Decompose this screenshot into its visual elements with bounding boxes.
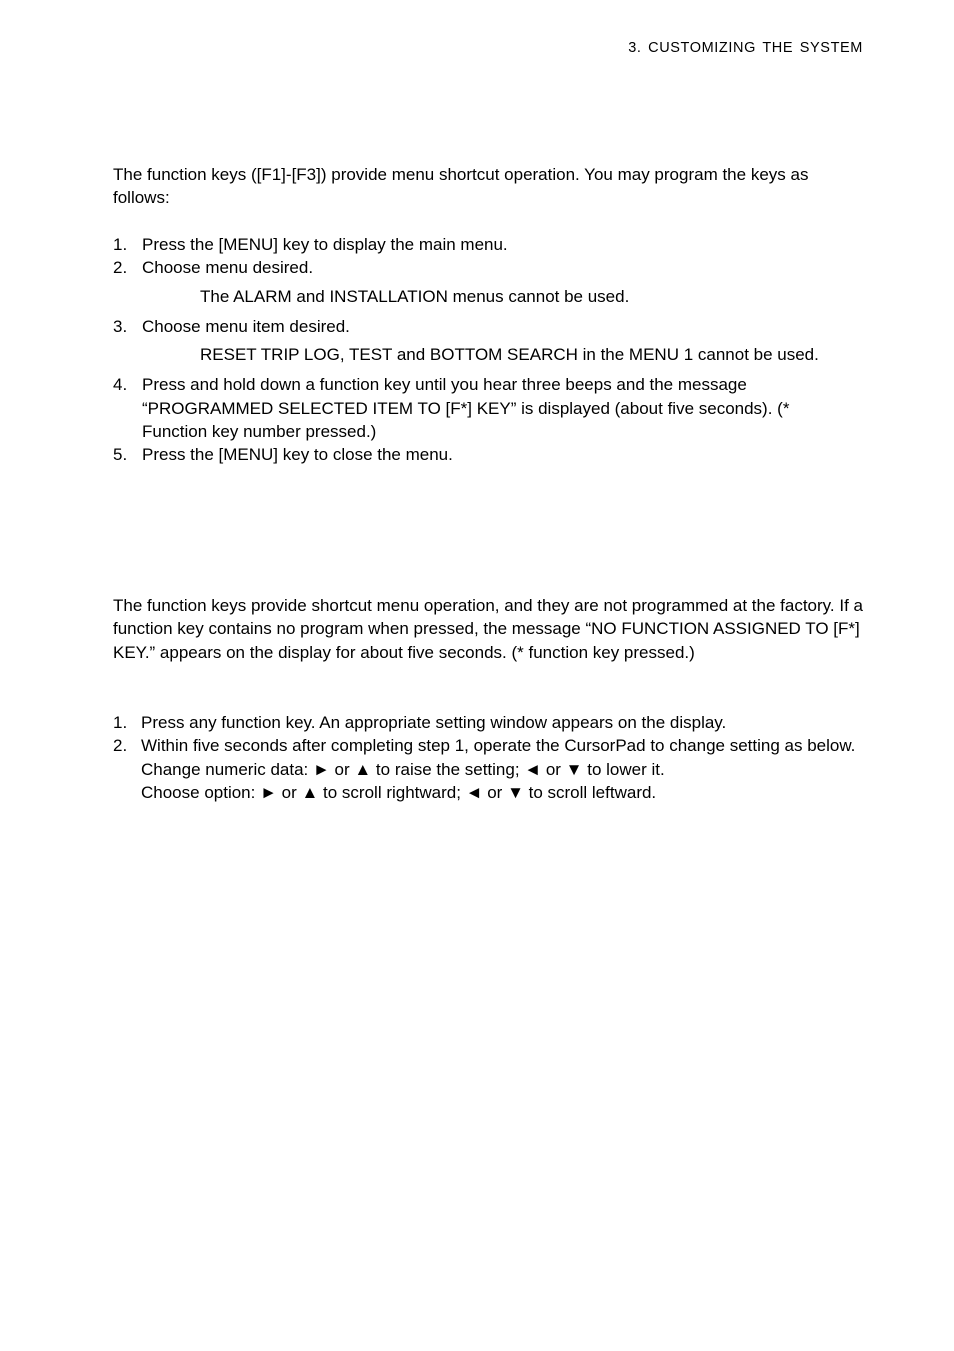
step-number: 4. (113, 375, 128, 395)
step-text: Choose menu desired. (142, 258, 314, 278)
step-text: Choose menu item desired. (142, 316, 350, 336)
section1-steps (113, 233, 873, 467)
section2-steps (113, 711, 873, 804)
step-text: Press and hold down a function key until you hear three beeps and the message “PROGRAMMED SELECTED ITEM TO [F*] KEY” is displayed (about five seconds). (* Function key number pressed.) (142, 375, 790, 442)
list-item (113, 443, 873, 466)
step-text: Press any function key. An appropriate setting window appears on the display. (141, 713, 727, 732)
list-item (113, 233, 873, 256)
list-item (113, 711, 873, 734)
step-number: 5. (113, 445, 128, 465)
list-item (113, 373, 873, 443)
step-text: Press the [MENU] key to display the main menu. (142, 235, 508, 254)
step-detail-option: Choose option: ► or ▲ to scroll rightward; ◄ or ▼ to scroll leftward. (141, 782, 657, 802)
list-item (113, 315, 873, 367)
step-number: 1. (113, 235, 128, 254)
section1-intro: The function keys ([F1]-[F3]) provide menu shortcut operation. You may program the keys as follows: (113, 165, 809, 208)
section2-intro: The function keys provide shortcut menu operation, and they are not programmed at the factory. If a function key contains no program when pressed, the message “NO FUNCTION ASSIGNED TO [F*] KEY.” appears on the display for about five seconds. (* function key pressed.) (113, 596, 863, 662)
list-item (113, 256, 873, 308)
step-number: 2. (113, 736, 128, 756)
step-number: 1. (113, 713, 128, 732)
step-number: 3. (113, 316, 128, 336)
step-text: Within five seconds after completing step 1, operate the CursorPad to change setting as below. (141, 736, 856, 756)
list-item (113, 734, 873, 804)
step-detail-numeric: Change numeric data: ► or ▲ to raise the setting; ◄ or ▼ to lower it. (141, 759, 665, 779)
step-number: 2. (113, 258, 128, 278)
step-text: Press the [MENU] key to close the menu. (142, 445, 453, 465)
step-note: RESET TRIP LOG, TEST and BOTTOM SEARCH in the MENU 1 cannot be used. (200, 345, 819, 365)
running-header: 3. CUSTOMIZING THE SYSTEM (628, 40, 863, 56)
step-note: The ALARM and INSTALLATION menus cannot be used. (200, 286, 630, 306)
